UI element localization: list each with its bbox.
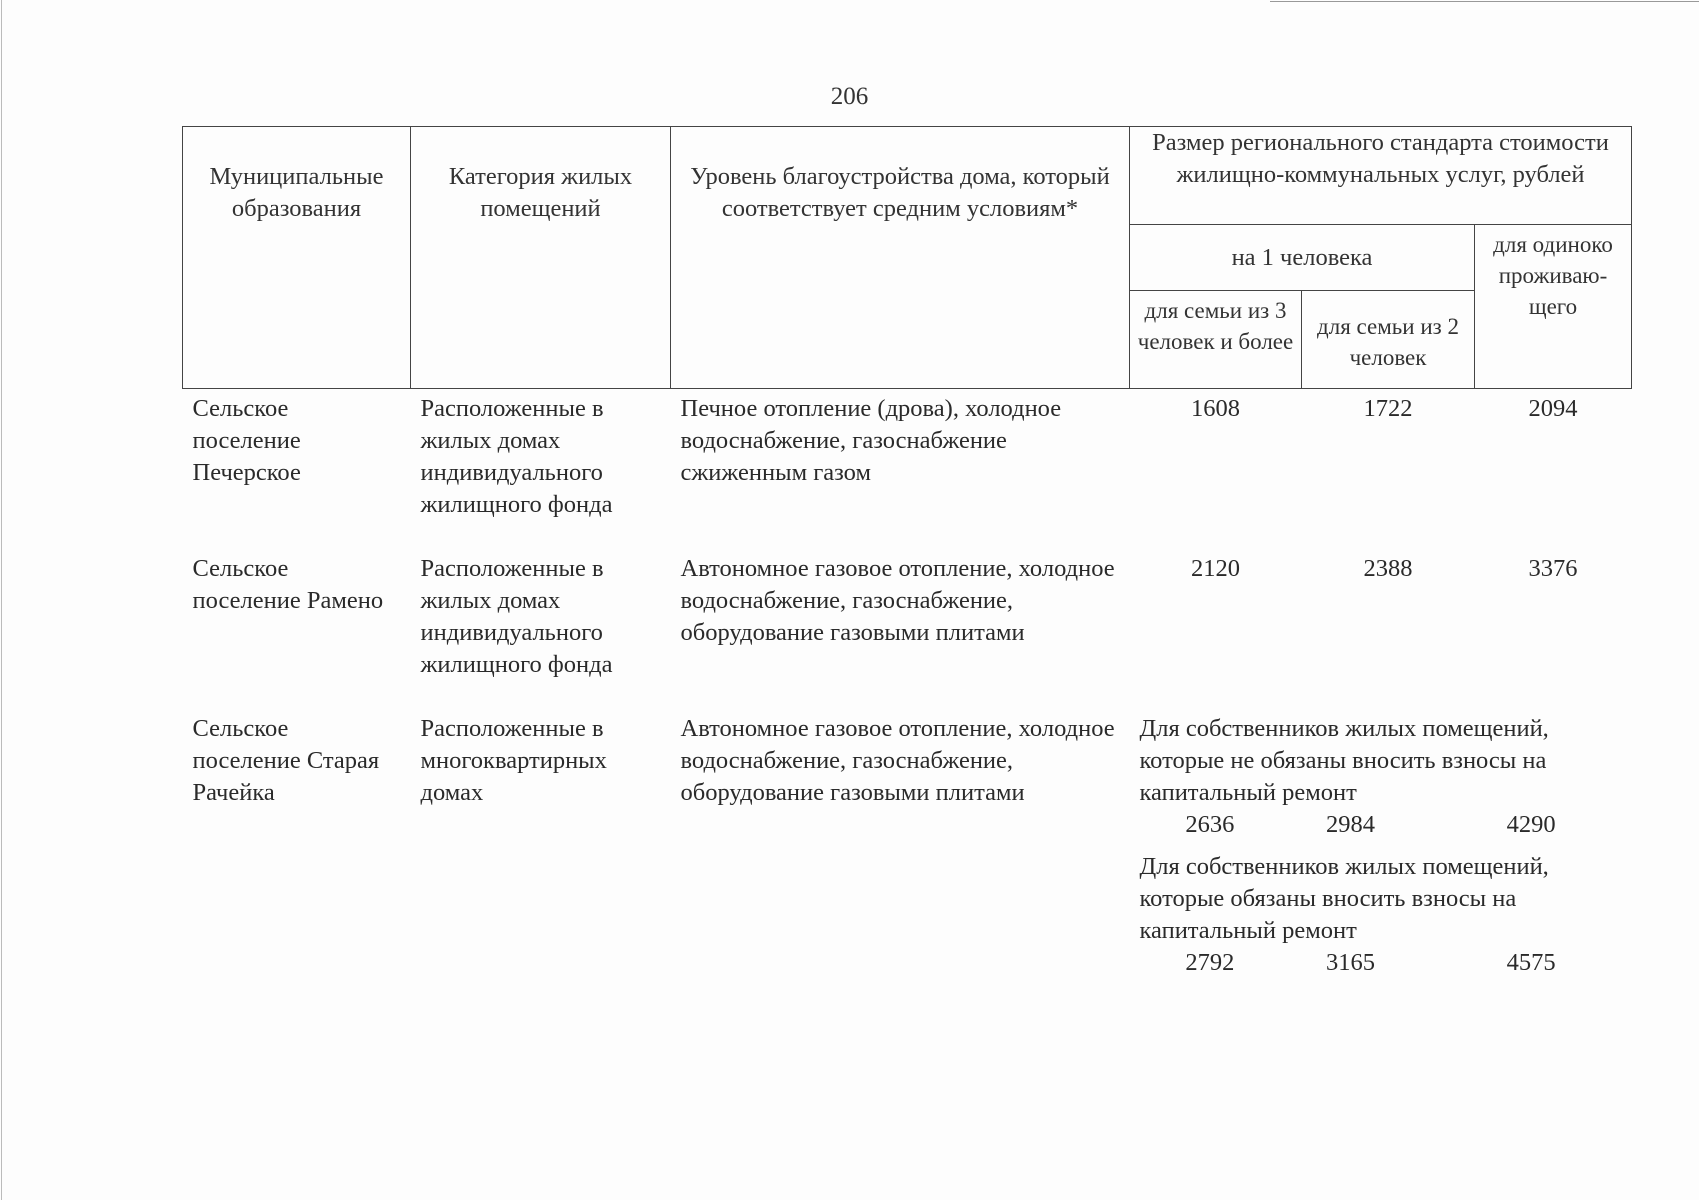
header-standard: Размер регионального стандарта стоимости жилищно-коммунальных услуг, рублей	[1130, 127, 1632, 225]
header-family2: для семьи из 2 человек	[1302, 291, 1475, 389]
header-family3: для семьи из 3 человек и более	[1130, 291, 1302, 389]
note-family3-value: 2792	[1185, 949, 1235, 976]
note-family3-value: 2636	[1185, 811, 1235, 838]
row-family3-value: 2120	[1191, 555, 1240, 582]
header-per-person: на 1 человека	[1130, 225, 1475, 291]
note-values	[1140, 809, 1622, 841]
row-single-value: 3376	[1528, 555, 1578, 582]
row-category: Расположенные в жилых домах индивидуального жилищного фонда	[420, 555, 613, 678]
note-text: Для собственников жилых помещений, которые не обязаны вносить взносы на капитальный ремонт	[1139, 715, 1549, 806]
row-family2-value: 2388	[1363, 555, 1413, 582]
row-amenity: Печное отопление (дрова), холодное водоснабжение, газоснабжение сжиженным газом	[680, 395, 1062, 486]
header-single: для одиноко проживаю-щего	[1475, 225, 1632, 389]
row-municipality: Сельское поселение Печерское	[192, 395, 301, 486]
table-row	[183, 709, 1632, 979]
row-single-value: 2094	[1528, 395, 1578, 422]
row-amenity: Автономное газовое отопление, холодное водоснабжение, газоснабжение, оборудование газовыми плитами	[680, 555, 1115, 646]
table-row	[183, 549, 1632, 681]
note-family2-value: 3165	[1326, 949, 1375, 976]
header-category: Категория жилых помещений	[411, 127, 671, 389]
note-family2-value: 2984	[1326, 811, 1375, 838]
row-municipality: Сельское поселение Рамено	[192, 555, 384, 614]
row-category: Расположенные в многоквартирных домах	[420, 715, 607, 806]
row-category: Расположенные в жилых домах индивидуального жилищного фонда	[420, 395, 613, 518]
scan-edge-left	[1, 0, 2, 1200]
scan-edge-top	[1270, 1, 1699, 2]
page-number: 206	[830, 83, 869, 110]
note-single-value: 4575	[1506, 949, 1556, 976]
row-municipality: Сельское поселение Старая Рачейка	[192, 715, 380, 806]
row-family2-value: 1722	[1363, 395, 1413, 422]
standard-cost-table	[182, 126, 1632, 979]
row-family3-value: 1608	[1191, 395, 1240, 422]
note-text: Для собственников жилых помещений, которые обязаны вносить взносы на капитальный ремонт	[1139, 853, 1549, 944]
header-municipality: Муниципальные образования	[183, 127, 411, 389]
row-notes	[1130, 709, 1632, 979]
note-values	[1140, 947, 1622, 979]
table-row	[183, 389, 1632, 522]
note-single-value: 4290	[1506, 811, 1556, 838]
row-amenity: Автономное газовое отопление, холодное водоснабжение, газоснабжение, оборудование газовыми плитами	[680, 715, 1115, 806]
header-amenity: Уровень благоустройства дома, который соответствует средним условиям*	[671, 127, 1130, 389]
